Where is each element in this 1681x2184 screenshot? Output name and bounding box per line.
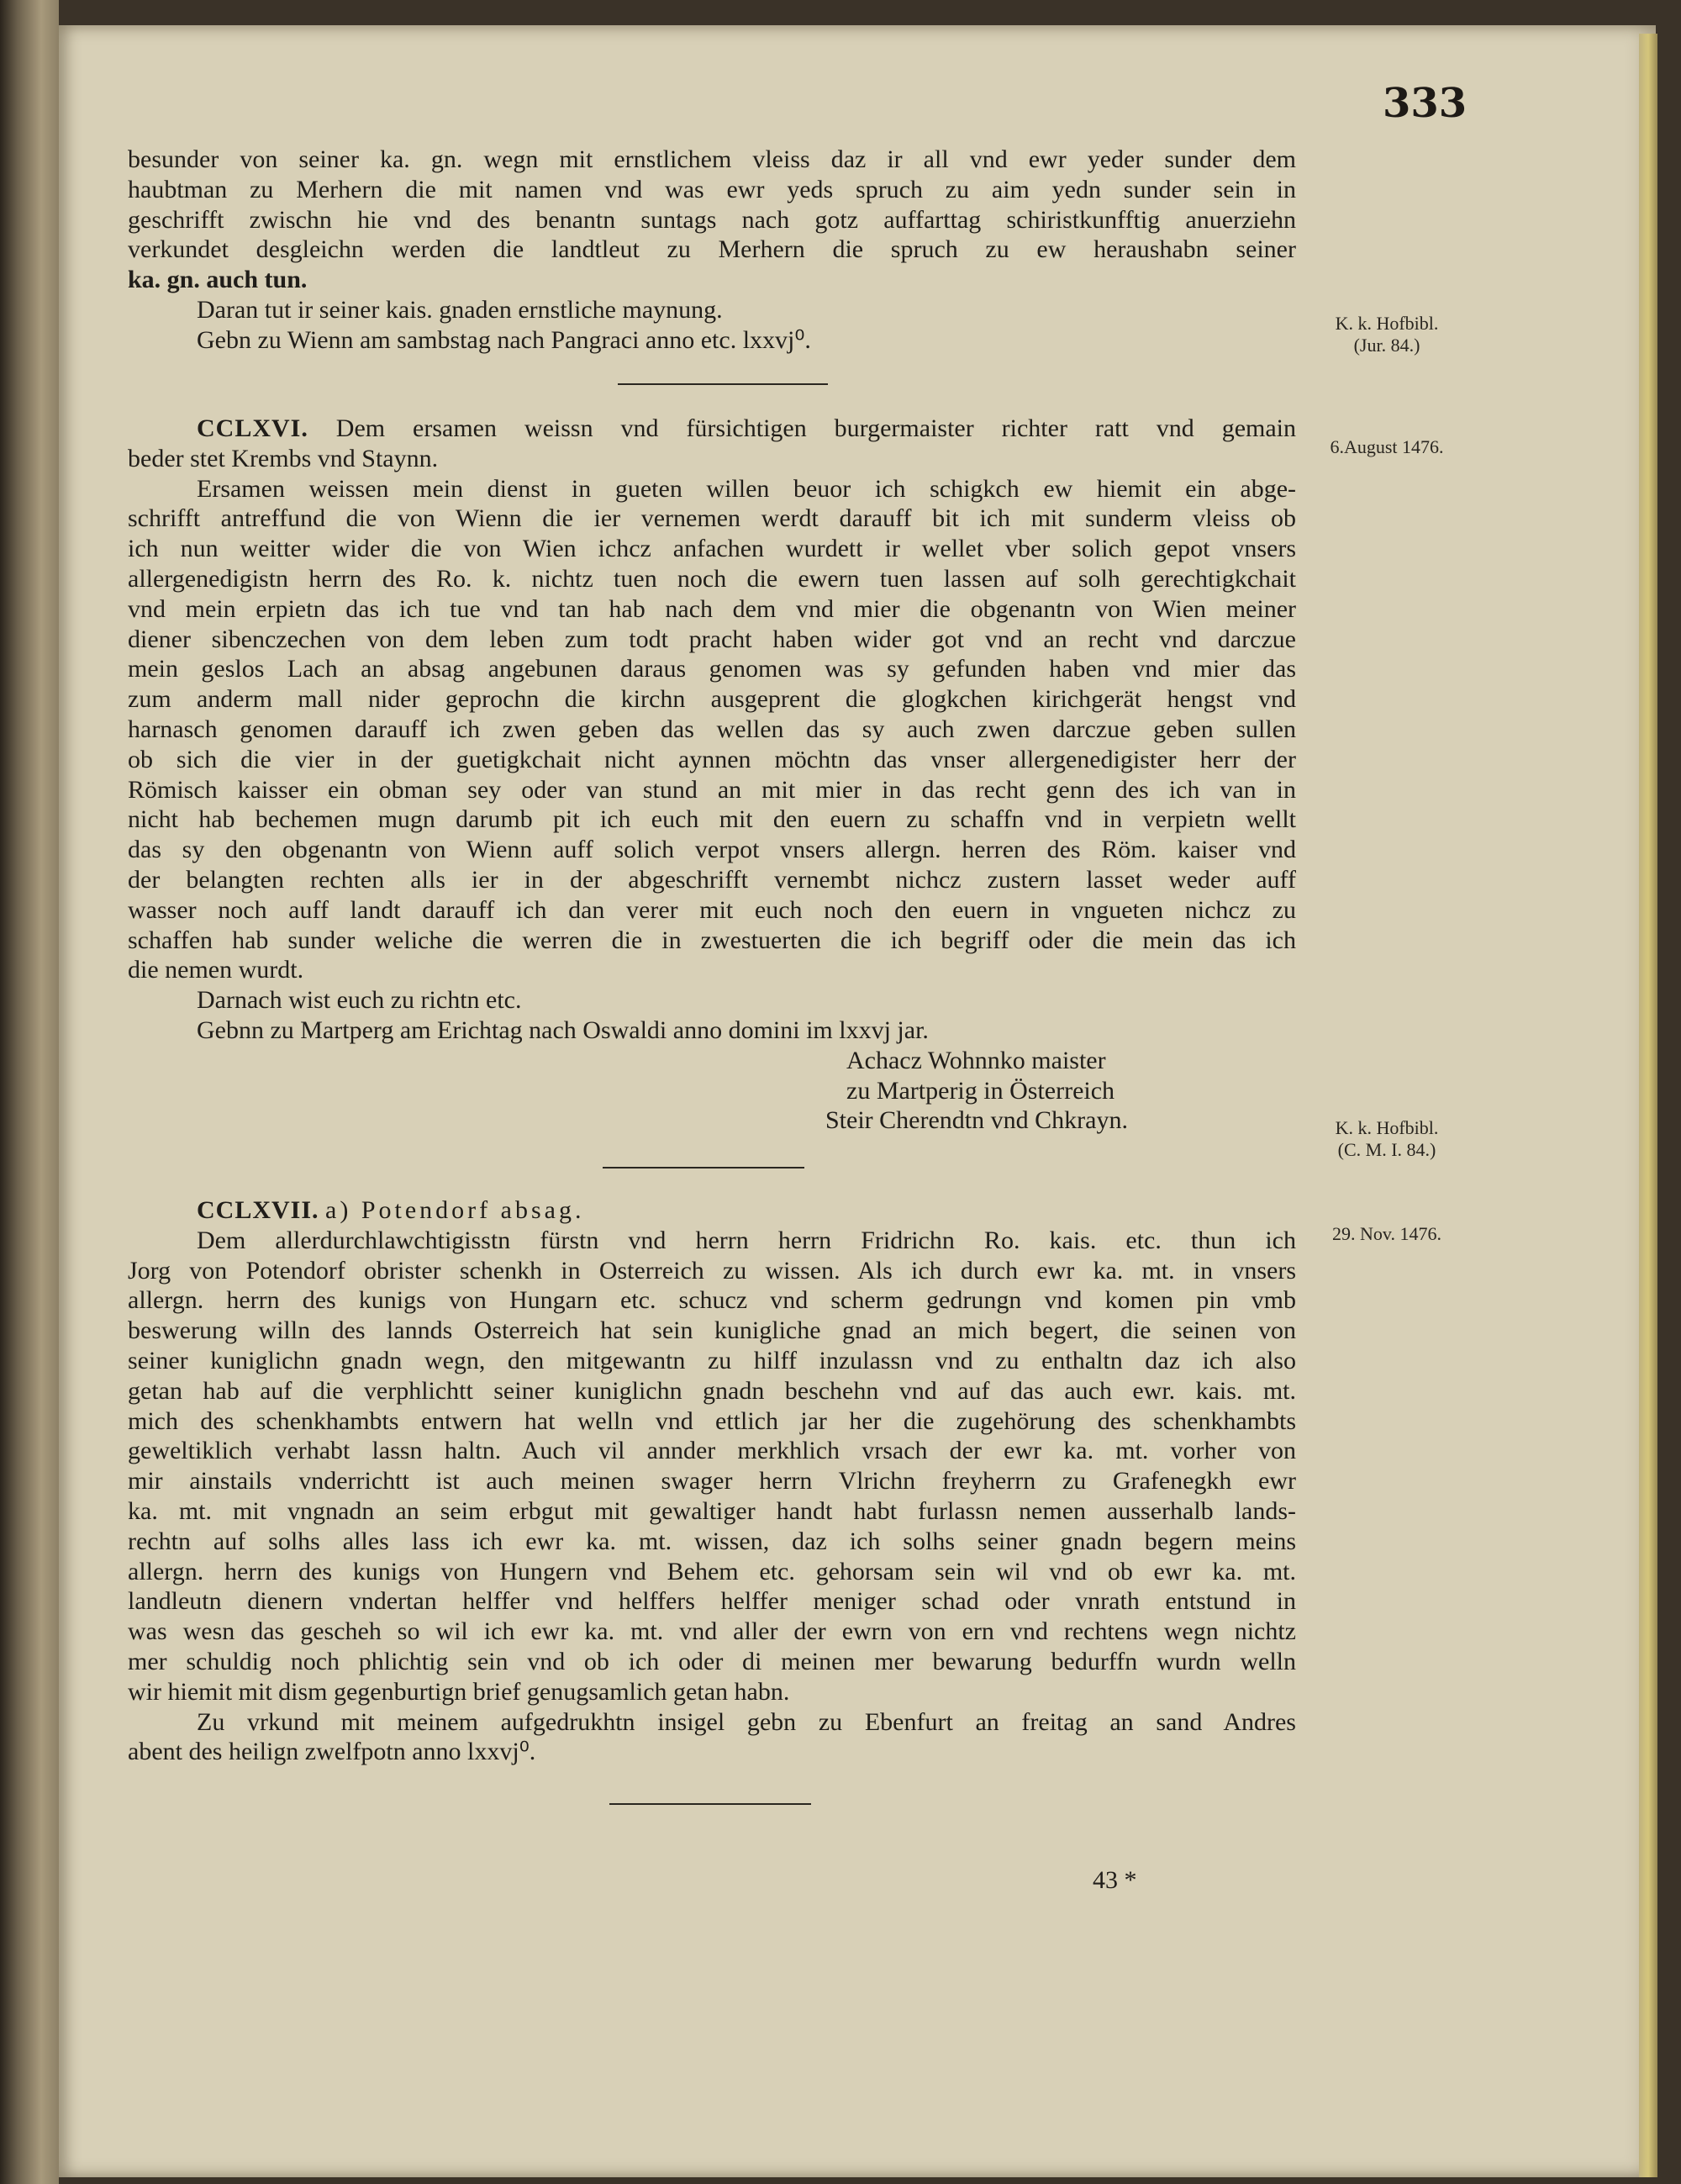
section-heading xyxy=(128,1195,1296,1226)
text-line-bold: ka. gn. auch tun. xyxy=(128,266,308,294)
text-line: besunder von seiner ka. gn. wegn mit ernstlichem vleiss daz ir all vnd ewr yeder sunder dem xyxy=(128,145,1296,173)
text-line: diener sibenczechen von dem leben zum todt pracht haben wider got vnd an recht vnd darczue xyxy=(128,625,1296,653)
section-prev-text xyxy=(128,145,1296,356)
section-heading-text: Dem ersamen weissn vnd fürsichtigen burgermaister richter ratt vnd gemain xyxy=(335,414,1296,442)
section-heading xyxy=(128,414,1296,444)
text-line: mir ainstails vnderrichtt ist auch meinen swager herrn Vlrichn freyherrn zu Grafenegkh ewr xyxy=(128,1467,1296,1496)
text-line: der belangten rechten alls ier in der abgeschrifft vernembt nichcz zustern lasset weder auff xyxy=(128,865,1296,894)
text-line: allergn. herrn des kunigs von Hungern vnd Behem etc. gehorsam sein wil vnd ob ewr ka. mt. xyxy=(128,1557,1296,1585)
date-line: abent des heilign zwelfpotn anno lxxvj⁰. xyxy=(128,1738,536,1766)
text-line: Ersamen weissen mein dienst in gueten willen beuor ich schigkch ew hiemit ein abge- xyxy=(197,474,1296,503)
section-number: CCLXVI. xyxy=(197,414,308,442)
section-divider xyxy=(618,383,828,385)
text-line: getan hab auf die verphlichtt seiner kuniglichn gnadn beschehn vnd auf das auch ewr. kais. mt. xyxy=(128,1376,1296,1405)
text-line: beswerung willn des lannds Osterreich hat sein kunigliche gnad an mich begert, die seinen von xyxy=(128,1316,1296,1345)
source-note-line: (C. M. I. 84.) xyxy=(1337,1139,1436,1160)
book-gutter xyxy=(0,0,59,2184)
text-line: harnasch genomen darauff ich zwen geben das wellen das sy auch zwen darczue geben sullen xyxy=(128,715,1296,743)
text-line: haubtman zu Merhern die mit namen vnd was ewr yeds spruch zu aim yedn sunder sein in xyxy=(128,175,1296,203)
section-divider xyxy=(609,1803,811,1805)
page-edge xyxy=(1639,34,1657,2177)
section-267-text xyxy=(128,1195,1296,1767)
text-line: rechtn auf solhs alles lass ich ewr ka. mt. wissen, daz ich solhs seiner gnadn begern meins xyxy=(128,1527,1296,1555)
date-line: Gebnn zu Martperg am Erichtag nach Oswaldi anno domini im lxxvj jar. xyxy=(197,1016,929,1044)
text-line: ka. mt. mit vngnadn an seim erbgut mit gewaltiger handt habt furlassn nemen ausserhalb lands- xyxy=(128,1496,1296,1525)
text-line: geweltiklich verhabt lassn haltn. Auch vil annder merkhlich vrsach der ewr ka. mt. vorher von xyxy=(128,1437,1296,1465)
source-note xyxy=(1311,1117,1462,1161)
closing-line: Darnach wist euch zu richtn etc. xyxy=(197,986,522,1015)
text-line: die nemen wurdt. xyxy=(128,956,304,984)
text-line: Dem allerdurchlawchtigisstn fürstn vnd herrn herrn Fridrichn Ro. kais. etc. thun ich xyxy=(197,1226,1296,1254)
text-line: schaffen hab sunder weliche die werren die in zwestuerten die ich begriff oder die mein das ich xyxy=(128,926,1296,954)
text-line: ob sich die vier in der guetigkchait nicht aynnen möchtn das vnser allergenedigister herr der xyxy=(128,745,1296,773)
text-line: das sy den obgenantn von Wienn auff solich verpot vnsers allergn. herren des Röm. kaiser vnd xyxy=(128,836,1296,864)
text-line: ich nun weitter wider die von Wien ichcz anfachen wurdett ir wellet vber solich gepot vnsers xyxy=(128,535,1296,563)
signature-line: Achacz Wohnnko maister xyxy=(846,1046,1106,1074)
date-note-text: 29. Nov. 1476. xyxy=(1332,1223,1441,1244)
text-line: verkundet desgleichn werden die landtleut zu Merhern die spruch zu ew heraushabn seiner xyxy=(128,235,1296,264)
text-line: mer schuldig noch phlichtig sein vnd ob ich oder di meinen mer bewarung bedurffn wurdn welln xyxy=(128,1647,1296,1675)
closing-line: Zu vrkund mit meinem aufgedrukhtn insigel gebn zu Ebenfurt an freitag an sand Andres xyxy=(197,1707,1296,1736)
signature-line: Steir Cherendtn vnd Chkrayn. xyxy=(825,1106,1128,1135)
source-note-line: (Jur. 84.) xyxy=(1353,335,1420,356)
text-line: mich des schenkhambts entwern hat welln vnd ettlich jar her die zugehörung des schenkhambts xyxy=(128,1406,1296,1435)
text-line: geschrifft zwischn hie vnd des benantn suntags nach gotz auffarttag schiristkunfftig anuerziehn xyxy=(128,205,1296,234)
source-note-line: K. k. Hofbibl. xyxy=(1335,1117,1439,1138)
date-note-text: 6.August 1476. xyxy=(1330,436,1444,457)
section-266-text xyxy=(128,414,1296,1136)
text-line: was wesn das gescheh so wil ich ewr ka. mt. vnd aller der ewrn von ern vnd rechtens wegn nichtz xyxy=(128,1617,1296,1646)
text-line: wir hiemit mit dism gegenburtign brief genugsamlich getan habn. xyxy=(128,1677,790,1706)
source-note-line: K. k. Hofbibl. xyxy=(1335,313,1439,334)
text-line: allergenedigistn herrn des Ro. k. nichtz tuen noch die ewern tuen lassen auf solh gerechtigkchait xyxy=(128,564,1296,593)
text-line: schrifft antreffund die von Wienn die ier vernemen werdt darauff bit ich mit sunderm vleiss ob xyxy=(128,504,1296,533)
text-line: nicht hab bechemen mugn darumb pit ich euch mit den euern zu schaffn vnd in verpietn wellt xyxy=(128,805,1296,834)
text-line: vnd mein erpietn das ich tue vnd tan hab nach dem vnd mier die obgenantn von Wien meiner xyxy=(128,594,1296,623)
source-note xyxy=(1311,313,1462,356)
text-line: wasser noch auff landt darauff ich dan verer mit euch noch den euern in vngueten nichcz zu xyxy=(128,895,1296,924)
closing-line: Daran tut ir seiner kais. gnaden ernstliche maynung. xyxy=(197,295,723,324)
signature-line: zu Martperig in Österreich xyxy=(846,1076,1115,1105)
date-note xyxy=(1311,436,1462,458)
signature-mark: 43 * xyxy=(1093,1866,1137,1894)
section-divider xyxy=(603,1167,804,1168)
text-line: Römisch kaisser ein obman sey oder van stund an mit mier in das recht genn des ich van in xyxy=(128,775,1296,804)
text-line: allergn. herrn des kunigs von Hungarn etc. schucz vnd scherm gedrungn vnd komen pin vmb xyxy=(128,1286,1296,1315)
text-line: mein geslos Lach an absag angebunen daraus genomen was sy gefunden haben vnd mier das xyxy=(128,655,1296,683)
text-line: zum anderm mall nider geprochn die kirchn ausgeprent die glogkchen kirichgerät hengst vnd xyxy=(128,685,1296,714)
page-number: 333 xyxy=(1383,80,1468,127)
date-note xyxy=(1311,1223,1462,1245)
text-line: Jorg von Potendorf obrister schenkh in Osterreich zu wissen. Als ich durch ewr ka. mt. in vnsers xyxy=(128,1256,1296,1285)
section-number: CCLXVII. xyxy=(197,1196,319,1224)
text-line: seiner kuniglichn gnadn wegn, den mitgewantn zu hilff inzulassn vnd zu enthaltn daz ich also xyxy=(128,1346,1296,1374)
text-line: landleutn dienern vndertan helffer vnd helffers helffer meniger schad oder vnrath entstund in xyxy=(128,1587,1296,1616)
section-heading-text: a) Potendorf absag. xyxy=(325,1196,585,1224)
section-heading-text: beder stet Krembs vnd Staynn. xyxy=(128,444,439,472)
date-line: Gebn zu Wienn am sambstag nach Pangraci anno etc. lxxvj⁰. xyxy=(197,325,811,354)
